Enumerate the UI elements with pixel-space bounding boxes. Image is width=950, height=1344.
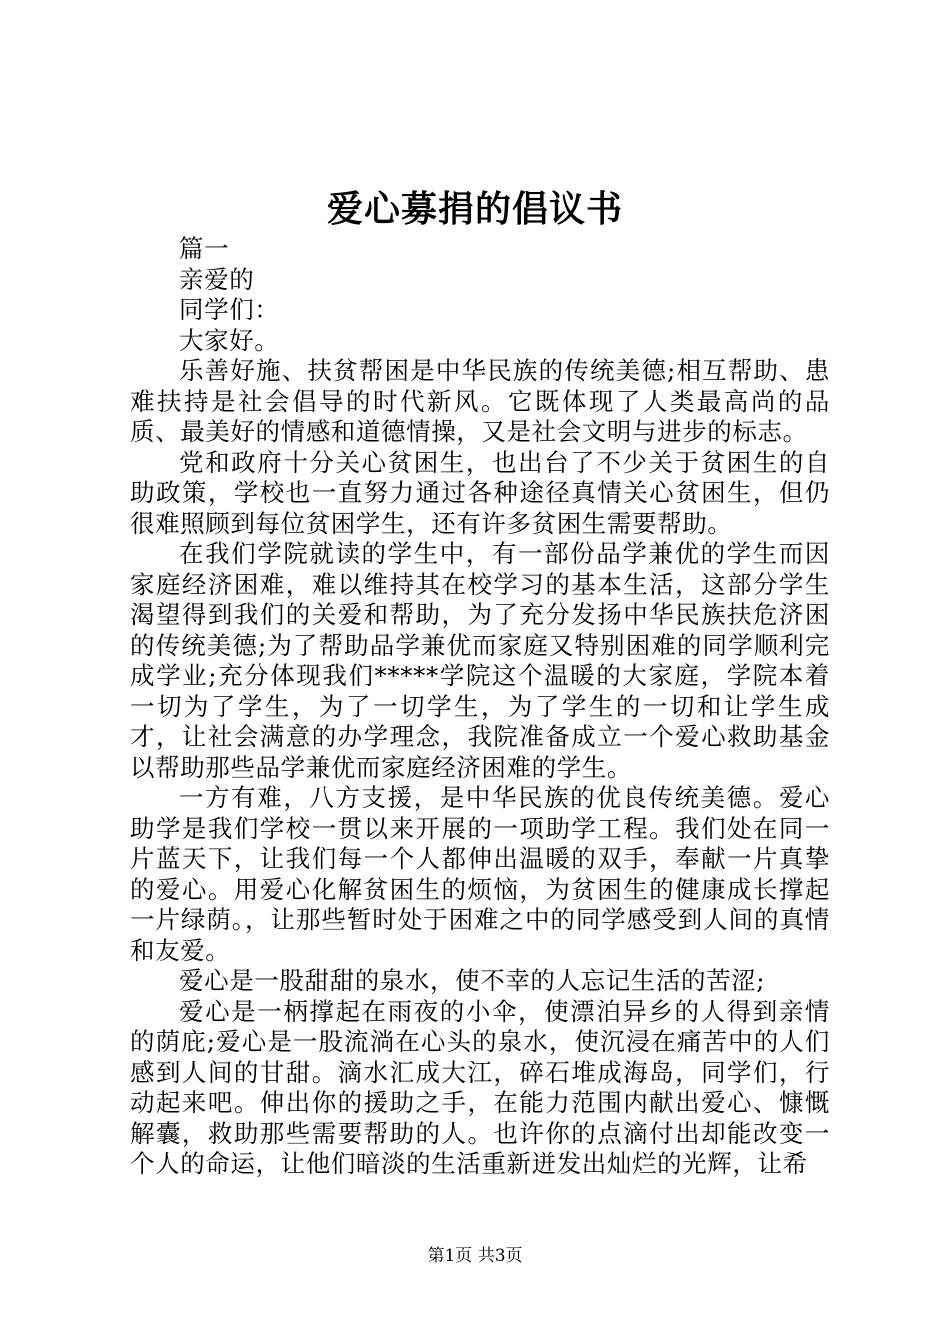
salutation-line-2: 同学们： <box>179 295 280 324</box>
paragraph-1: 乐善好施、扶贫帮困是中华民族的传统美德;相互帮助、患难扶持是社会倡导的时代新风。它既体现了人类最高尚的品质、最美好的情感和道德情操，又是社会文明与进步的标志。 <box>130 356 830 446</box>
document-title: 爱心募捐的倡议书 <box>326 188 623 230</box>
paragraph-2: 党和政府十分关心贫困生，也出台了不少关于贫困生的自助政策，学校也一直努力通过各种途径真情关心贫困生，但仍很难照顾到每位贫困学生，还有许多贫困生需要帮助。 <box>130 447 830 538</box>
paragraph-5: 爱心是一股甜甜的泉水，使不幸的人忘记生活的苦涩; <box>179 966 766 995</box>
section-heading: 篇一 <box>179 234 230 263</box>
greeting: 大家好。 <box>179 325 280 355</box>
paragraph-4: 一方有难，八方支援，是中华民族的优良传统美德。爱心助学是我们学校一贯以来开展的一项助学工程。我们处在同一片蓝天下，让我们每一个人都伸出温暖的双手，奉献一片真挚的爱心。用爱心化解贫困生的烦恼，为贫困生的健康成长撑起一片绿荫。，让那些暂时处于困难之中的同学感受到人间的真情和友爱。 <box>130 783 830 965</box>
salutation-line-1: 亲爱的 <box>179 264 255 294</box>
paragraph-6: 爱心是一柄撑起在雨夜的小伞，使漂泊异乡的人得到亲情的荫庇;爱心是一股流淌在心头的泉水，使沉浸在痛苦中的人们感到人间的甘甜。滴水汇成大江，碎石堆成海岛，同学们，行动起来吧。伸出你的援助之手，在能力范围内献出爱心、慷慨解囊，救助那些需要帮助的人。也许你的点滴付出却能改变一个人的命运，让他们暗淡的生活重新迸发出灿烂的光辉，让希 <box>130 996 830 1178</box>
page-footer: 第1页 共3页 <box>427 1246 523 1266</box>
paragraph-3: 在我们学院就读的学生中，有一部份品学兼优的学生而因家庭经济困难，难以维持其在校学习的基本生活，这部分学生渴望得到我们的关爱和帮助，为了充分发扬中华民族扶危济困的传统美德;为了帮助品学兼优而家庭又特别困难的同学顺利完成学业;充分体现我们*****学院这个温暖的大家庭，学院本着一切为了学生，为了一切学生，为了学生的一切和让学生成才，让社会满意的办学理念，我院准备成立一个爱心救助基金以帮助那些品学兼优而家庭经济困难的学生。 <box>130 539 830 782</box>
document-body <box>130 234 830 1180</box>
